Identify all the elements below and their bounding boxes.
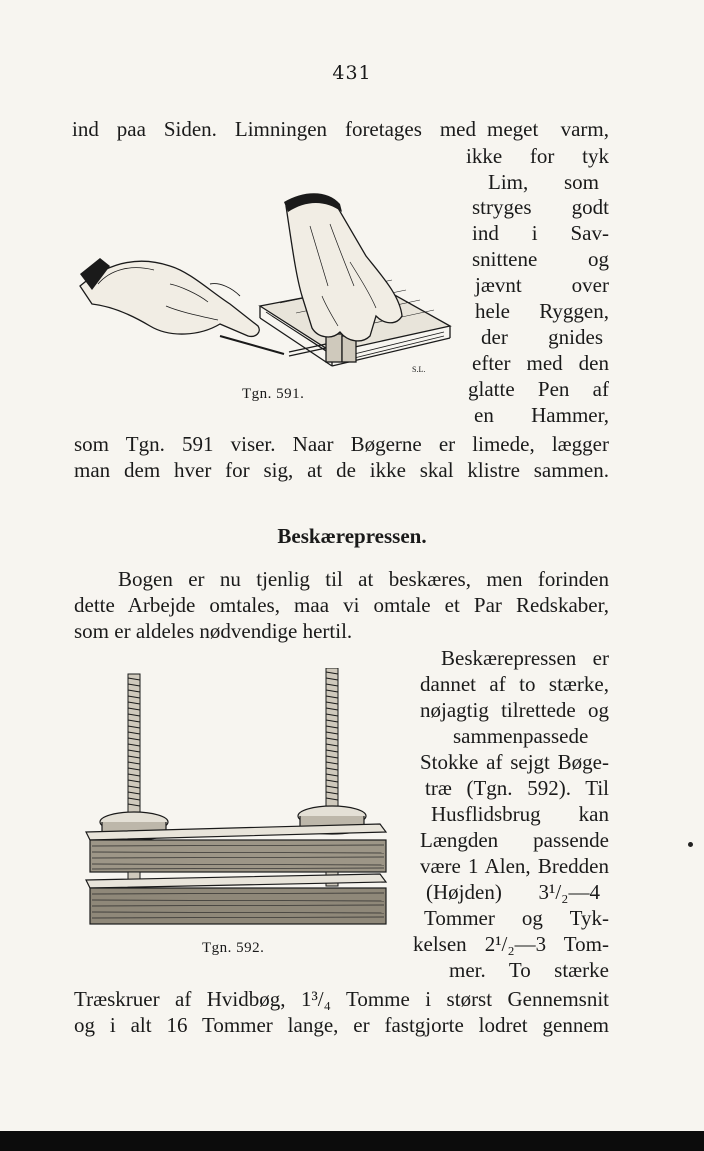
text-line: mer. To stærke: [449, 958, 609, 982]
text-line: meget varm,: [487, 117, 609, 141]
text-line: Husflidsbrug kan: [431, 802, 609, 826]
figure-591-illustration: [70, 166, 462, 380]
text-line: Stokke af sejgt Bøge-: [420, 750, 609, 774]
text-line: efter med den: [472, 351, 609, 375]
text-line: hele Ryggen,: [475, 299, 609, 323]
text-line: Bogen er nu tjenlig til at beskæres, men forinden: [118, 567, 609, 591]
section-heading: Beskærepressen.: [277, 524, 427, 548]
text-line: (Højden) 3¹/₂—4: [426, 880, 600, 904]
text-line: dette Arbejde omtales, maa vi omtale et Par Redskaber,: [74, 593, 609, 617]
text-line: Beskærepressen er: [441, 646, 609, 670]
text-line: træ (Tgn. 592). Til: [425, 776, 609, 800]
text-line: glatte Pen af: [468, 377, 609, 401]
figure-592-caption: Tgn. 592.: [202, 940, 265, 956]
text-line: ind paa Siden. Limningen foretages med: [72, 117, 476, 141]
text-line: nøjagtig tilrettede og: [420, 698, 609, 722]
text-line: Lim, som: [488, 170, 599, 194]
text-line: som er aldeles nødvendige hertil.: [74, 619, 353, 643]
text-line: snittene og: [472, 247, 609, 271]
text-line: jævnt over: [475, 273, 609, 297]
text-line: kelsen 2¹/₂—3 Tom-: [413, 932, 609, 956]
text-line: Træskruer af Hvidbøg, 1³/₄ Tomme i størst Gennemsnit: [74, 987, 609, 1011]
text-line: som Tgn. 591 viser. Naar Bøgerne er limede, lægger: [74, 432, 609, 456]
margin-speck: [688, 842, 693, 847]
text-line: Længden passende: [420, 828, 609, 852]
text-line: være 1 Alen, Bredden: [420, 854, 609, 878]
text-line: man dem hver for sig, at de ikke skal klistre sammen.: [74, 458, 609, 482]
text-line: sammenpassede: [453, 724, 589, 748]
text-line: en Hammer,: [474, 403, 609, 427]
page-number: 431: [332, 62, 372, 84]
figure-signature: S.L.: [412, 365, 426, 374]
scan-bottom-edge: [0, 1131, 704, 1151]
text-line: ind i Sav-: [472, 221, 609, 245]
text-line: stryges godt: [472, 195, 609, 219]
text-line: og i alt 16 Tommer lange, er fastgjorte lodret gennem: [74, 1013, 609, 1037]
text-line: ikke for tyk: [466, 144, 609, 168]
text-line: Tommer og Tyk-: [424, 906, 609, 930]
figure-591-caption: Tgn. 591.: [242, 386, 305, 402]
figure-592-illustration: [80, 668, 390, 930]
text-line: dannet af to stærke,: [420, 672, 609, 696]
text-line: der gnides: [481, 325, 603, 349]
